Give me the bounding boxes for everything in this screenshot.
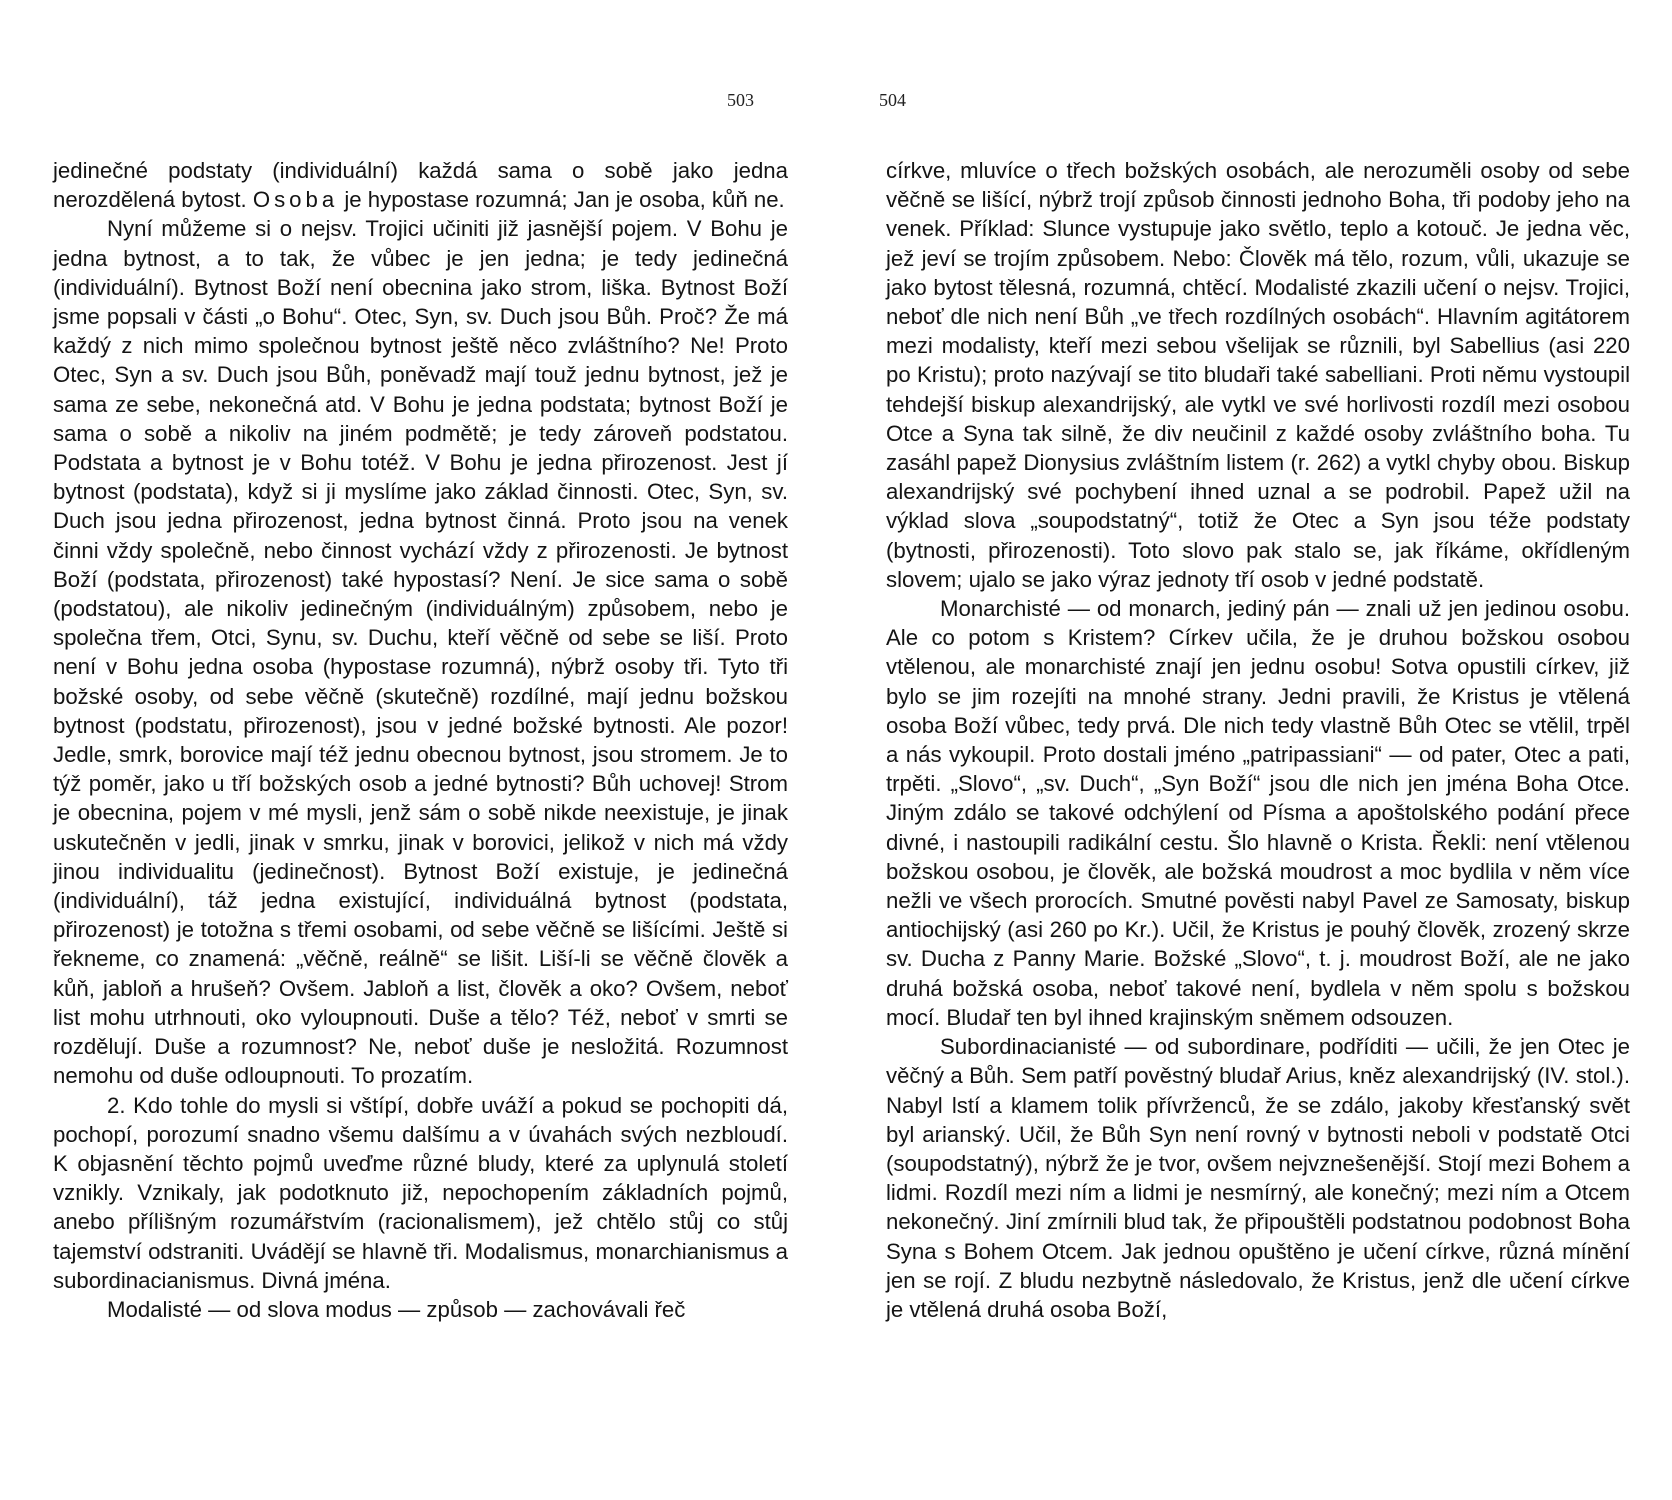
text-run: církve, mluvíce o třech božských osobách, ale nerozuměli osoby od sebe věčně se lišící, nýbrž trojí způsob činnosti jednoho Boha, tři podoby jeho na venek. Příklad: Slunce vystupuje jako světlo, teplo a kotouč. Je jedna věc, jež jeví se trojím způsobem. Nebo: Člověk má tělo, rozum, vůli, ukazuje se jako bytost tělesná, rozumná, chtěcí. Modalisté zkazili učení o nejsv. Trojici, neboť dle nich není Bůh „ve třech rozdílných osobách“. Hlavním agitátorem mezi modalisty, kteří mezi sebou všelijak se různili, byl Sabellius (asi 220 po Kristu); proto nazývají se tito bludaři také sabelliani. Proti němu vystoupil tehdejší biskup alexandrijský, ale vytkl ve své horlivosti rozdíl mezi osobou Otce a Syna tak silně, že div neučinil z každé osoby zvláštního boha. Tu zasáhl papež Dionysius zvláštním listem (r. 262) a vytkl chyby obou. Biskup alexandrijský své pochybení ihned uznal a se podrobil. Papež užil na výklad slova „soupodstatný“, totiž že Otec a Syn jsou téže podstaty (bytnosti, přirozenosti). Toto slovo pak stalo se, jak říkáme, okřídleným slovem; ujalo se jako výraz jednoty tří osob v jedné podstatě. [886,158,1630,592]
text-run: 2. Kdo tohle do mysli si vštípí, dobře uváží a pokud se pochopiti dá, pochopí, porozumí snadno všemu dalšímu a v úvahách svých nezbloudí. K objasnění těchto pojmů uveďme různé bludy, které za uplynulá století vznikly. Vznikaly, jak podotknuto již, nepochopením základních pojmů, anebo přílišným rozumářstvím (racionalismem), jež chtělo stůj co stůj tajemství odstraniti. Uvádějí se hlavně tři. Modalismus, monarchianismus a subordinacianismus. Divná jména. [53,1092,788,1293]
text-run: jedinečné podstaty (individuální) každá sama o sobě jako jedna nerozdělená bytost. [53,158,788,213]
text-run: Modalisté — od slova modus — způsob — zachovávali řeč [107,1296,686,1322]
paragraph [886,1032,1630,1324]
page-number-left: 503 [727,90,754,110]
page-number-right: 504 [879,90,906,110]
paragraph [53,1091,788,1295]
spaced-term: Osoba [252,187,339,213]
paragraph [886,156,1630,594]
paragraph [53,1295,788,1324]
paragraph [886,594,1630,1032]
right-page-text [886,156,1630,1324]
paragraph [53,214,788,1090]
text-run: Nyní můžeme si o nejsv. Trojici učiniti již jasnější pojem. V Bohu je jedna bytnost, a to tak, že vůbec je jen jedna; je tedy jedinečná (individuální). Bytnost Boží není obecnina jako strom, liška. Bytnost Boží jsme popsali v části „o Bohu“. Otec, Syn, sv. Duch jsou Bůh. Proč? Že má každý z nich mimo společnou bytnost ještě něco zvláštního? Ne! Proto Otec, Syn a sv. Duch jsou Bůh, poněvadž mají touž jednu bytnost, jež je sama ze sebe, nekonečná atd. V Bohu je jedna podstata; bytnost Boží je sama o sobě a nikoliv na jiném podmětě; je tedy zároveň podstatou. Podstata a bytnost je v Bohu totéž. V Bohu je jedna přirozenost. Jest jí bytnost (podstata), když si ji myslíme jako základ činnosti. Otec, Syn, sv. Duch jsou jedna přirozenost, jedna bytnost činná. Proto jsou na venek činni vždy společně, nebo činnost vychází vždy z přirozenosti. Je bytnost Boží (podstata, přirozenost) také hypostasí? Není. Je sice sama o sobě (podstatou), ale nikoliv jedinečným (individuálným) způsobem, nebo je společna třem, Otci, Synu, sv. Duchu, kteří věčně od sebe se liší. Proto není v Bohu jedna osoba (hypostase rozumná), nýbrž osoby tři. Tyto tři božské osoby, od sebe věčně (skutečně) rozdílné, mají jednu božskou bytnost (podstatu, přirozenost), jsou v jedné božské bytnosti. Ale pozor! Jedle, smrk, borovice mají též jednu obecnou bytnost, jsou stromem. Je to týž poměr, jako u tří božských osob a jedné bytnosti? Bůh uchovej! Strom je obecnina, pojem v mé mysli, jenž sám o sobě nikde neexistuje, je jinak uskutečněn v jedli, jinak v smrku, jinak v borovici, jelikož v nich má vždy jinou individualitu (jedinečnost). Bytnost Boží existuje, je jedinečná (individuální), táž jedna existující, individuálná bytnost (podstata, přirozenost) je totožna s třemi osobami, od sebe věčně se lišícími. Ještě si řekneme, co znamená: „věčně, reálně“ se lišit. Liší-li se věčně člověk a kůň, jabloň a hrušeň? Ovšem. Jabloň a list, člověk a oko? Ovšem, neboť list mohu utrhnouti, oko vyloupnouti. Duše a tělo? Též, neboť v smrti se rozdělují. Duše a rozumnost? Ne, neboť duše je nesložitá. Rozumnost nemohu od duše odloupnouti. To prozatím. [53,216,788,1089]
text-run: je hypostase rozumná; Jan je osoba, kůň ne. [338,187,785,213]
paragraph [53,156,788,214]
text-run: Subordinacianisté — od subordinare, podříditi — učili, že jen Otec je věčný a Bůh. Sem patří pověstný bludař Arius, kněz alexandrijský (IV. stol.). Nabyl lstí a klamem tolik přívrženců, že se zdálo, jakoby křesťanský svět byl arianský. Učil, že Bůh Syn není rovný v bytnosti neboli v podstatě Otci (soupodstatný), nýbrž že je tvor, ovšem nejvznešenější. Stojí mezi Bohem a lidmi. Rozdíl mezi ním a lidmi je nesmírný, ale konečný; mezi ním a Otcem nekonečný. Jiní zmírnili blud tak, že připouštěli podstatnou podobnost Boha Syna s Bohem Otcem. Jak jednou opuštěno je učení církve, různá mínění jen se rojí. Z bludu nezbytně následovalo, že Kristus, jenž dle učení církve je vtělená druhá osoba Boží, [886,1034,1630,1322]
left-page-text [53,156,788,1324]
text-run: Monarchisté — od monarch, jediný pán — znali už jen jedinou osobu. Ale co potom s Kristem? Církev učila, že je druhou božskou osobou vtělenou, ale monarchisté znají jen jednu osobu! Sotva opustili církev, již bylo se jim rozejíti na mnohé strany. Jedni pravili, že Kristus je vtělená osoba Boží vůbec, tedy prvá. Dle nich tedy vlastně Bůh Otec se vtělil, trpěl a nás vykoupil. Proto dostali jméno „patripassiani“ — od pater, Otec a pati, trpěti. „Slovo“, „sv. Duch“, „Syn Boží“ jsou dle nich jen jména Boha Otce. Jiným zdálo se takové odchýlení od Písma a apoštolského podání přece divné, i nastoupili radikální cestu. Šlo hlavně o Krista. Řekli: není vtělenou božskou osobou, je člověk, ale božská moudrost a moc bydlila v něm více nežli ve všech prorocích. Smutné pověsti nabyl Pavel ze Samosaty, biskup antiochijský (asi 260 po Kr.). Učil, že Kristus je pouhý člověk, zrozený skrze sv. Ducha z Panny Marie. Božské „Slovo“, t. j. moudrost Boží, ale ne jako druhá božská osoba, neboť takové není, bydlela v něm spolu s božskou mocí. Bludař ten byl ihned krajinským sněmem odsouzen. [886,596,1630,1030]
